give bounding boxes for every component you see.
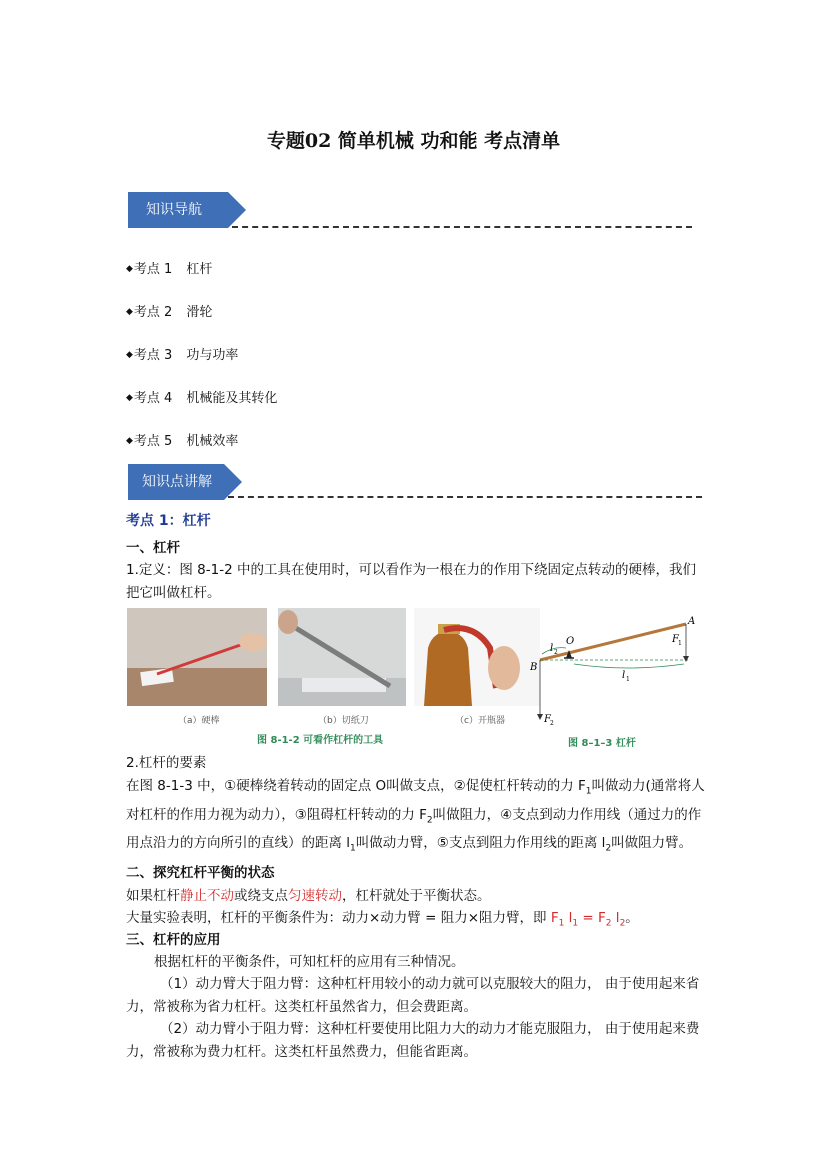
bullet-icon: ◆ [126, 393, 133, 403]
balance-paragraph: 如果杠杆静止不动或绕支点匀速转动，杠杆就处于平衡状态。 [126, 888, 491, 904]
label-f1: F [672, 634, 679, 645]
bullet-icon: ◆ [126, 350, 133, 360]
bullet-icon: ◆ [126, 307, 133, 317]
label-l1: l [622, 670, 626, 681]
lever-bar [540, 624, 686, 660]
nav-banner [128, 192, 248, 228]
photo-paper-cutter [278, 608, 406, 706]
nav-item-4[interactable]: ◆考点 4 机械能及其转化 [126, 391, 278, 406]
point-a: A [688, 616, 696, 627]
label-l2-sub: 2 [554, 649, 558, 656]
photo-bottle-opener [414, 608, 540, 706]
section-divider [232, 226, 692, 228]
caption-c: （c）开瓶器 [455, 716, 505, 726]
subheading-lever: 一、杠杆 [126, 540, 180, 556]
label-f2: F [544, 714, 551, 725]
subheading-balance: 二、探究杠杆平衡的状态 [126, 865, 275, 881]
photo-stick [127, 608, 267, 706]
caption-a: （a）硬棒 [178, 716, 220, 726]
label-l2: l [550, 643, 554, 654]
page-title: 专题02 简单机械 功和能 考点清单 [266, 130, 561, 152]
balance-formula: $F_1$ $l_1 = F_2$ $l_2$ [550, 910, 626, 929]
caption-b: （b）切纸刀 [318, 716, 369, 726]
banner-label: 知识导航 [146, 202, 202, 218]
application-intro: 根据杠杆的平衡条件，可知杠杆的应用有三种情况。 [154, 954, 465, 970]
label-f2-sub: 2 [550, 720, 554, 727]
point-o: O [566, 636, 575, 647]
elements-title: 2.杠杆的要素 [126, 755, 207, 771]
application-case-1: （1）动力臂大于阻力臂：这种杠杆用较小的动力就可以克服较大的阻力， 由于使用起来省力，常被称为省力杠杆。这类杠杆虽然省力，但会费距离。 [126, 976, 700, 1015]
lever-diagram [528, 610, 706, 728]
figure-caption-8-1-3: 图 8–1–3 杠杆 [568, 738, 636, 749]
nav-item-5[interactable]: ◆考点 5 机械效率 [126, 434, 239, 449]
section-divider [228, 496, 702, 498]
nav-item-2[interactable]: ◆考点 2 滑轮 [126, 305, 213, 320]
figure-caption-8-1-2: 图 8-1-2 可看作杠杆的工具 [257, 735, 384, 746]
elements-paragraph: 在图 8-1-3 中，①硬棒绕着转动的固定点 O叫做支点，②促使杠杆转动的力 $F_1$叫做动力(通常将人对杠杆的作用力视为动力），③阻碍杠杆转动的力 $F_2$叫做阻力，④支点到动力作用线（通过力的作用点沿力的方向所引的直线）的距离 $l_1$叫做动力臂，⑤支点到阻力作用线的距离 $l_2$叫做阻力臂。 [126, 778, 705, 855]
banner-label: 知识点讲解 [142, 474, 212, 490]
label-f1-sub: 1 [678, 640, 682, 647]
application-case-2: （2）动力臂小于阻力臂：这种杠杆要使用比阻力大的动力才能克服阻力， 由于使用起来费力，常被称为费力杠杆。这类杠杆虽然费力，但能省距离。 [126, 1021, 700, 1060]
label-l1-sub: 1 [626, 676, 630, 683]
subheading-application: 三、杠杆的应用 [126, 932, 221, 948]
lecture-banner [128, 464, 248, 500]
nav-item-3[interactable]: ◆考点 3 功与功率 [126, 348, 239, 363]
definition-paragraph: 1.定义：图 8-1-2 中的工具在使用时，可以看作为一根在力的作用下绕固定点转动的硬棒，我们把它叫做杠杆。 [126, 562, 696, 601]
point-b: B [530, 662, 538, 673]
nav-item-1[interactable]: ◆考点 1 杠杆 [126, 262, 213, 277]
topic-heading: 考点 1：杠杆 [126, 513, 211, 529]
bullet-icon: ◆ [126, 264, 133, 274]
bullet-icon: ◆ [126, 436, 133, 446]
balance-condition: 大量实验表明，杠杆的平衡条件为：动力×动力臂 = 阻力×阻力臂，即 $F_1$ $l_1 = F_2$ $l_2$。 [126, 910, 639, 929]
